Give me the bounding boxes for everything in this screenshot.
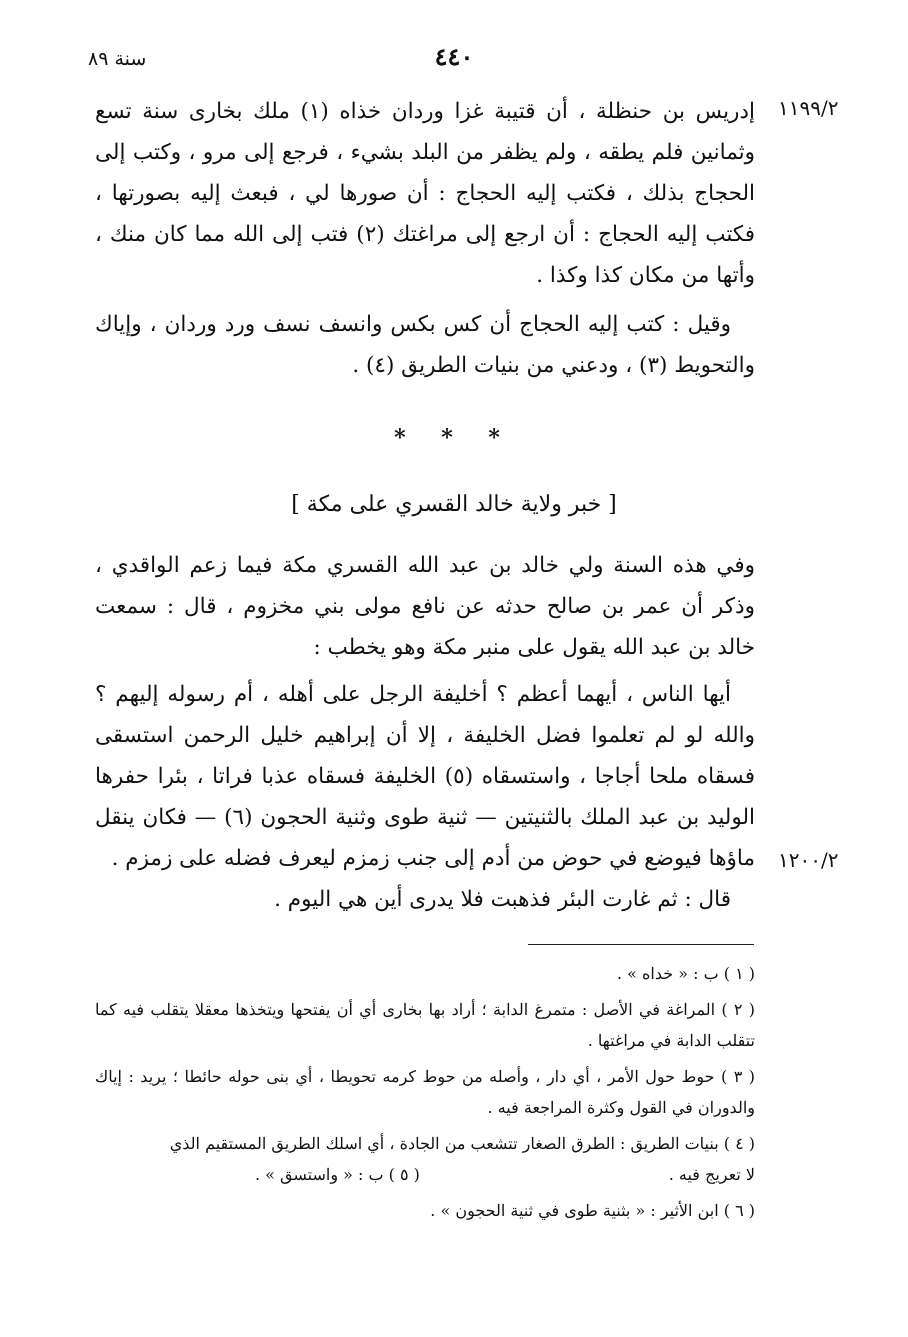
- text-line: الوليد بن عبد الملك بالثنيتين — ثنية طوى وثنية الحجون (٦) — فكان ينقل: [95, 805, 755, 830]
- footnotes: [95, 958, 755, 1231]
- paragraph: [95, 879, 755, 920]
- text-line: الحجاج بذلك ، فكتب إليه الحجاج : أن صورها لي ، فبعث إليه بصورتها ،: [95, 181, 755, 206]
- text-line: وقيل : كتب إليه الحجاج أن كس بكس وانسف نسف ورد: [224, 312, 731, 337]
- margin-reference-1199: ١١٩٩/٢: [778, 96, 839, 120]
- section-heading: [ خبر ولاية خالد القسري على مكة ]: [291, 492, 617, 517]
- text-line: وأتها من مكان كذا وكذا .: [536, 263, 755, 288]
- text-line: فسقاه ملحا أجاجا ، واستسقاه (٥) الخليفة فسقاه عذبا فراتا ، بئرا حفرها: [95, 764, 755, 789]
- paragraph: [95, 91, 755, 296]
- narrative-section-1: [95, 91, 755, 386]
- footnote-2: ( ٢ ) المراغة في الأصل : متمرغ الدابة ؛ أراد بها بخارى أي أن يفتحها ويتخذها معقلا يتقلب فيه كما تتقلب الدابة في مراغتها .: [95, 1000, 756, 1050]
- footnote-6: ( ٦ ) ابن الأثير : « بثنية طوى في ثنية الحجون » .: [430, 1201, 755, 1220]
- footnote-rule: [528, 944, 754, 945]
- page-number: ٤٤٠: [434, 42, 474, 71]
- text-line: وثمانين فلم يطقه ، ولم يظفر من البلد بشيء ، فرجع إلى مرو ، وكتب إلى: [95, 140, 755, 165]
- section-separator: * * *: [394, 425, 514, 451]
- text-line: قال : ثم غارت البئر فذهبت فلا يدرى أين هي اليوم .: [274, 887, 731, 912]
- paragraph: [95, 674, 755, 879]
- text-line: إدريس بن حنظلة ، أن قتيبة غزا وردان خذاه (١) ملك بخارى سنة تسع: [95, 99, 755, 124]
- text-line: وفي هذه السنة ولي خالد بن عبد الله القسري مكة فيما زعم الواقدي ،: [95, 553, 755, 578]
- text-line: والله لو لم تعلموا فضل الخليفة ، إلا أن إبراهيم خليل الرحمن استسقى: [95, 723, 755, 748]
- text-line: ماؤها فيوضع في حوض من أدم إلى جنب زمزم ليعرف فضله على زمزم .: [111, 846, 755, 871]
- footnote-5: ( ٥ ) ب : « واستسق » .: [255, 1165, 420, 1184]
- text-line: فكتب إليه الحجاج : أن ارجع إلى مراغتك (٢) فتب إلى الله مما كان منك ،: [95, 222, 755, 247]
- running-head-year: سنة ٨٩: [88, 48, 147, 70]
- paragraph: [95, 545, 755, 668]
- footnote-1: ( ١ ) ب : « خداه » .: [617, 964, 755, 983]
- text-line: وذكر أن عمر بن صالح حدثه عن نافع مولى بني مخزوم ، قال : سمعت: [95, 594, 755, 619]
- footnote-4-5-line: [95, 1159, 755, 1190]
- text-line: أيها الناس ، أيهما أعظم ؟ أخليفة الرجل على أهله ، أم رسوله إليهم ؟: [95, 682, 731, 707]
- text-line: خالد بن عبد الله يقول على منبر مكة وهو يخطب :: [313, 635, 755, 660]
- footnote-4: ( ٤ ) بنيات الطريق : الطرق الصغار تتشعب من الجادة ، أي اسلك الطريق المستقيم الذي: [169, 1134, 755, 1153]
- paragraph: [95, 304, 755, 386]
- footnote-4-end: لا تعريج فيه .: [668, 1165, 755, 1184]
- narrative-section-2: [95, 545, 755, 920]
- text-line: وردان ، وإياك والتحويط (٣) ، ودعني من بنيات الطريق (٤) .: [95, 312, 755, 378]
- footnote-3: ( ٣ ) حوط حول الأمر ، أي دار ، وأصله من حوط كرمه تحويطا ، أي بنى حوله حائطا ؛ يريد : إياك والدوران في القول وكثرة المراجعة فيه .: [95, 1067, 756, 1117]
- margin-reference-1200: ١٢٠٠/٢: [778, 848, 839, 872]
